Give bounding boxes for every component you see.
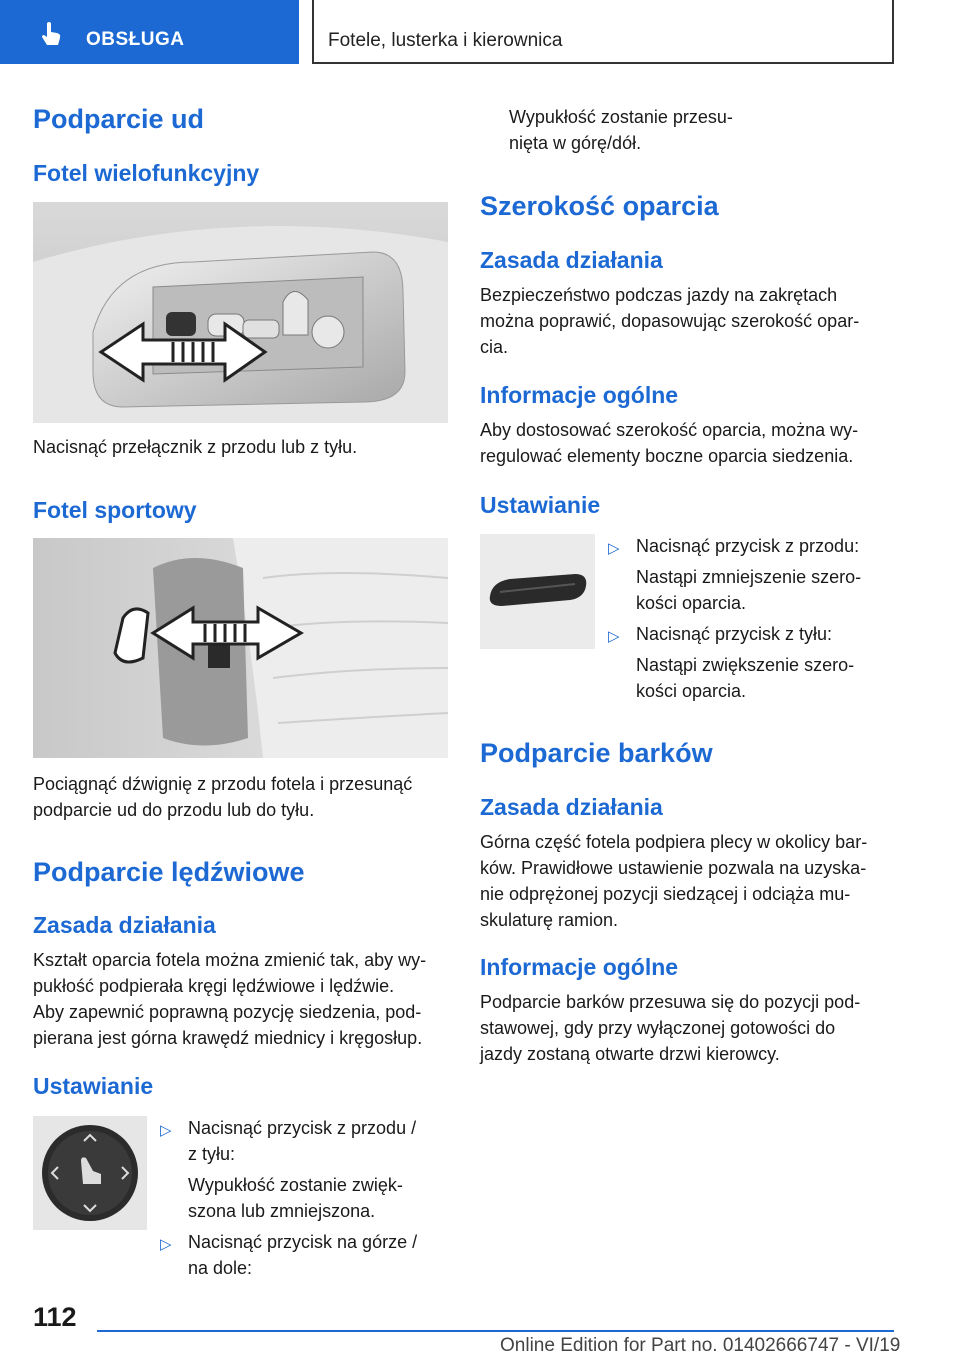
width-bullet1-result1: Nastąpi zmniejszenie szero- <box>636 567 862 587</box>
heading-multifunction-seat: Fotel wielofunkcyjny <box>33 160 260 186</box>
heading-setting-lumbar: Ustawianie <box>33 1073 154 1099</box>
lumbar-cont-1: Wypukłość zostanie przesu- <box>509 107 733 127</box>
lumbar-text-3: Aby zapewnić poprawną pozycję siedzenia, pod- <box>33 1002 422 1022</box>
caption-sport-line-2: podparcie ud do przodu lub do tyłu. <box>33 800 315 820</box>
general-text-2: regulować elementy boczne oparcia siedzenia. <box>480 446 854 466</box>
heading-sport-seat: Fotel sportowy <box>33 497 197 523</box>
lumbar-text-4: pierana jest górna krawędź miednicy i kręgosłup. <box>33 1028 423 1048</box>
chapter-header <box>312 0 894 64</box>
lumbar-control-image <box>33 1116 147 1230</box>
shoulder-general-3: jazdy zostaną otwarte drzwi kierowcy. <box>480 1044 780 1064</box>
heading-lumbar-support: Podparcie lędźwiowe <box>33 857 305 887</box>
shoulder-general-2: stawowej, gdy przy wyłączonej gotowości do <box>480 1018 836 1038</box>
width-bullet1-result2: kości oparcia. <box>636 593 747 613</box>
lumbar-text-1: Kształt oparcia fotela można zmienić tak, aby wy- <box>33 950 427 970</box>
width-bullet1: Nacisnąć przycisk z przodu: <box>636 536 860 556</box>
section-label: OBSŁUGA <box>86 29 185 50</box>
triangle-right-icon: ▷ <box>608 628 620 645</box>
lumbar-bullet1-line2: z tyłu: <box>188 1144 236 1164</box>
seat-switch-image <box>33 202 448 423</box>
heading-shoulder-support: Podparcie barków <box>480 738 713 768</box>
heading-backrest-width: Szerokość oparcia <box>480 191 719 221</box>
heading-setting-width: Ustawianie <box>480 492 601 518</box>
shoulder-general-1: Podparcie barków przesuwa się do pozycji pod- <box>480 992 861 1012</box>
width-text-2: można poprawić, dopasowując szerokość opar- <box>480 311 860 331</box>
lumbar-cont-2: nięta w górę/dół. <box>509 133 642 153</box>
shoulder-text-1: Górna część fotela podpiera plecy w okolicy bar- <box>480 832 868 852</box>
heading-principle-shoulder: Zasada działania <box>480 794 663 820</box>
lumbar-bullet1-line1: Nacisnąć przycisk z przodu / <box>188 1118 417 1138</box>
shoulder-text-2: ków. Prawidłowe ustawienie pozwala na uzyska- <box>480 858 867 878</box>
width-text-3: cia. <box>480 337 509 357</box>
shoulder-text-3: nie odprężonej pozycji siedzącej i odciąża mu- <box>480 884 851 904</box>
width-bullet2-result2: kości oparcia. <box>636 681 747 701</box>
shoulder-text-4: skulaturę ramion. <box>480 910 619 930</box>
chapter-title: Fotele, lusterka i kierownica <box>328 30 563 51</box>
heading-thigh-support: Podparcie ud <box>33 104 205 134</box>
heading-principle-width: Zasada działania <box>480 247 663 273</box>
triangle-right-icon: ▷ <box>160 1122 172 1139</box>
width-bullet2-result1: Nastąpi zwiększenie szero- <box>636 655 855 675</box>
triangle-right-icon: ▷ <box>608 540 620 557</box>
width-bullet2: Nacisnąć przycisk z tyłu: <box>636 624 833 644</box>
section-tab <box>0 0 299 64</box>
footer-divider <box>97 1330 894 1332</box>
lumbar-bullet2-line1: Nacisnąć przycisk na górze / <box>188 1232 418 1252</box>
edition-note: Online Edition for Part no. 01402666747 - VI/19 <box>500 1335 901 1356</box>
width-button-image <box>480 534 595 649</box>
hand-pointer-icon <box>38 20 66 48</box>
page-number: 112 <box>33 1302 77 1332</box>
caption-sport-line-1: Pociągnąć dźwignię z przodu fotela i przesunąć <box>33 774 413 794</box>
triangle-right-icon: ▷ <box>160 1236 172 1253</box>
lumbar-bullet1-result2: szona lub zmniejszona. <box>188 1201 376 1221</box>
lumbar-text-2: pukłość podpierała kręgi lędźwiowe i lędźwie. <box>33 976 395 996</box>
caption-multifunction: Nacisnąć przełącznik z przodu lub z tyłu. <box>33 437 358 457</box>
sport-seat-lever-image <box>33 538 448 758</box>
width-text-1: Bezpieczeństwo podczas jazdy na zakrętach <box>480 285 838 305</box>
heading-principle-lumbar: Zasada działania <box>33 912 216 938</box>
lumbar-bullet1-result1: Wypukłość zostanie zwięk- <box>188 1175 403 1195</box>
heading-general-shoulder: Informacje ogólne <box>480 954 679 980</box>
general-text-1: Aby dostosować szerokość oparcia, można wy- <box>480 420 859 440</box>
lumbar-bullet2-line2: na dole: <box>188 1258 253 1278</box>
heading-general-width: Informacje ogólne <box>480 382 679 408</box>
